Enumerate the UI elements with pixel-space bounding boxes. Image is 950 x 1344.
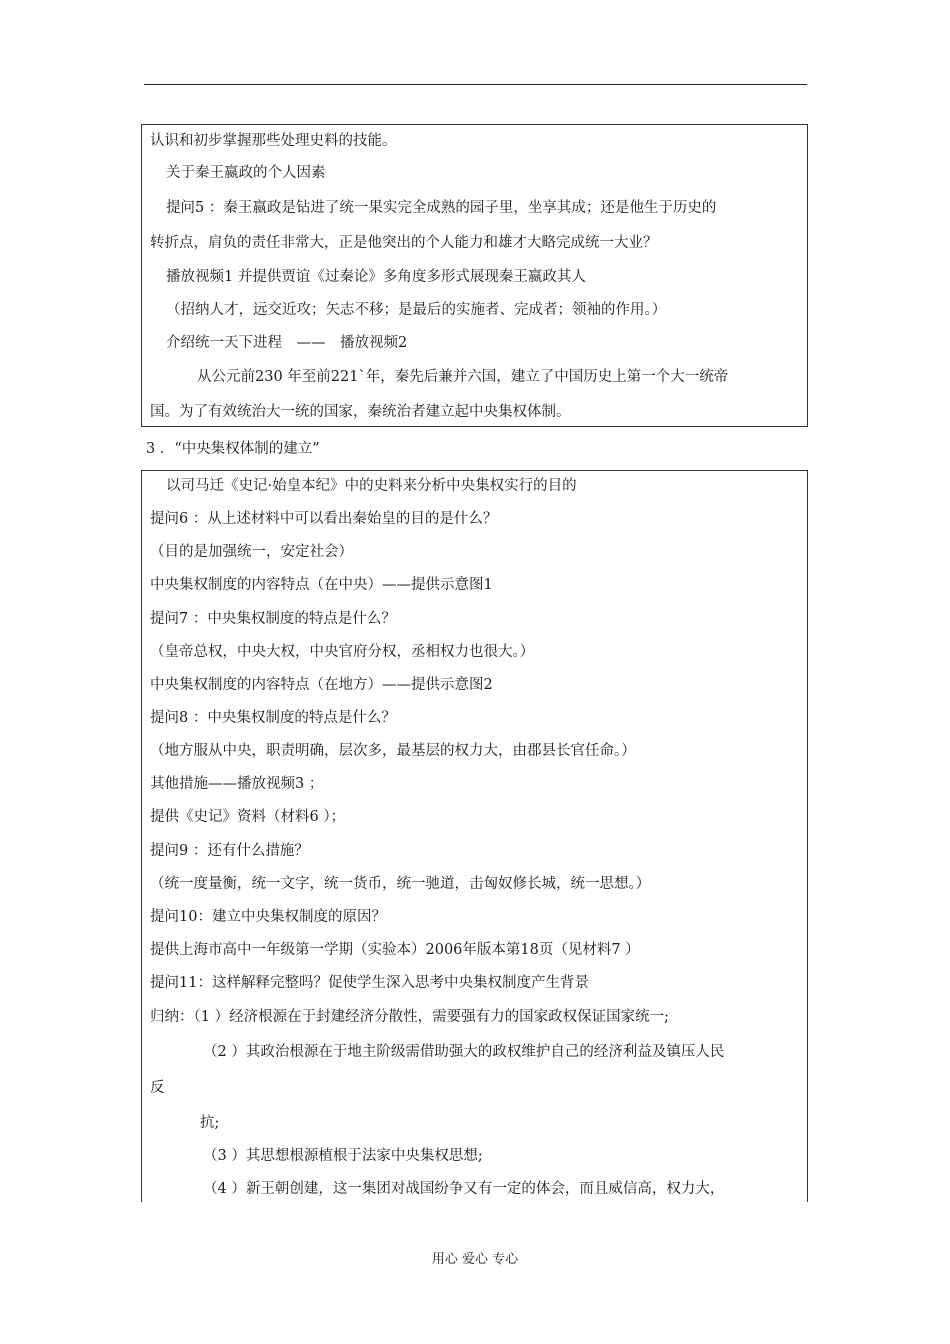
text-line: 其他措施——播放视频3 ；: [150, 776, 324, 792]
text-line: 转折点，肩负的责任非常大，正是他突出的个人能力和雄才大略完成统一大业？: [150, 235, 658, 251]
text-line: 以司马迁《史记·始皇本纪》中的史料来分析中央集权实行的目的: [166, 478, 577, 494]
page-footer: 用心 爱心 专心: [431, 1252, 519, 1267]
text-line: 提供《史记》资料（材料6 ）；: [150, 809, 346, 825]
text-line: （4 ）新王朝创建，这一集团对战国纷争又有一定的体会，而且威信高，权力大，: [203, 1181, 725, 1197]
text-line: （皇帝总权，中央大权，中央官府分权，丞相权力也很大。）: [150, 644, 535, 660]
text-line: 提供上海市高中一年级第一学期（实验本）2006年版本第18页（见材料7 ）: [150, 942, 640, 958]
section-heading: 3 ．“中央集权体制的建立”: [146, 441, 320, 457]
text-line: 国。为了有效统治大一统的国家，秦统治者建立起中央集权体制。: [150, 404, 571, 420]
text-line: 归纳：（1 ）经济根源在于封建经济分散性，需要强有力的国家政权保证国家统一;: [150, 1009, 669, 1025]
text-line: （2 ）其政治根源在于地主阶级需借助强大的政权维护自己的经济利益及镇压人民: [203, 1044, 725, 1060]
text-line: 提问9 ：还有什么措施？: [150, 843, 309, 859]
text-line: 中央集权制度的内容特点（在中央）——提供示意图1: [150, 577, 493, 593]
text-line: 抗;: [200, 1115, 220, 1131]
text-line: 提问5 ：秦王嬴政是钻进了统一果实完全成熟的园子里，坐享其成；还是他生于历史的: [166, 200, 717, 216]
text-line: 提问10：建立中央集权制度的原因？: [150, 909, 386, 925]
text-line: （地方服从中央，职责明确，层次多，最基层的权力大，由郡县长官任命。）: [150, 743, 636, 759]
text-line: （统一度量衡，统一文字，统一货币，统一驰道，击匈奴修长城，统一思想。）: [150, 876, 651, 892]
text-line: 介绍统一天下进程 —— 播放视频2: [166, 335, 408, 351]
text-line: 提问8 ：中央集权制度的特点是什么？: [150, 710, 396, 726]
text-line: 关于秦王嬴政的个人因素: [166, 165, 326, 181]
text-line: 从公元前230 年至前221`年，秦先后兼并六国，建立了中国历史上第一个大一统帝: [197, 369, 729, 385]
text-line: 播放视频1 并提供贾谊《过秦论》多角度多形式展现秦王嬴政其人: [166, 269, 586, 285]
text-line: 提问11：这样解释完整吗？促使学生深入思考中央集权制度产生背景: [150, 975, 589, 991]
text-line: （目的是加强统一，安定社会）: [150, 544, 353, 560]
header-rule: [144, 84, 807, 85]
text-line: （3 ）其思想根源植根于法家中央集权思想;: [203, 1148, 483, 1164]
text-line: 反: [150, 1080, 165, 1096]
text-line: 提问6 ：从上述材料中可以看出秦始皇的目的是什么？: [150, 511, 498, 527]
text-line: 认识和初步掌握那些处理史料的技能。: [150, 133, 397, 149]
text-line: （招纳人才，远交近攻；矢志不移；是最后的实施者、完成者；领袖的作用。）: [166, 302, 667, 318]
text-line: 中央集权制度的内容特点（在地方）——提供示意图2: [150, 677, 493, 693]
text-line: 提问7 ：中央集权制度的特点是什么？: [150, 611, 396, 627]
